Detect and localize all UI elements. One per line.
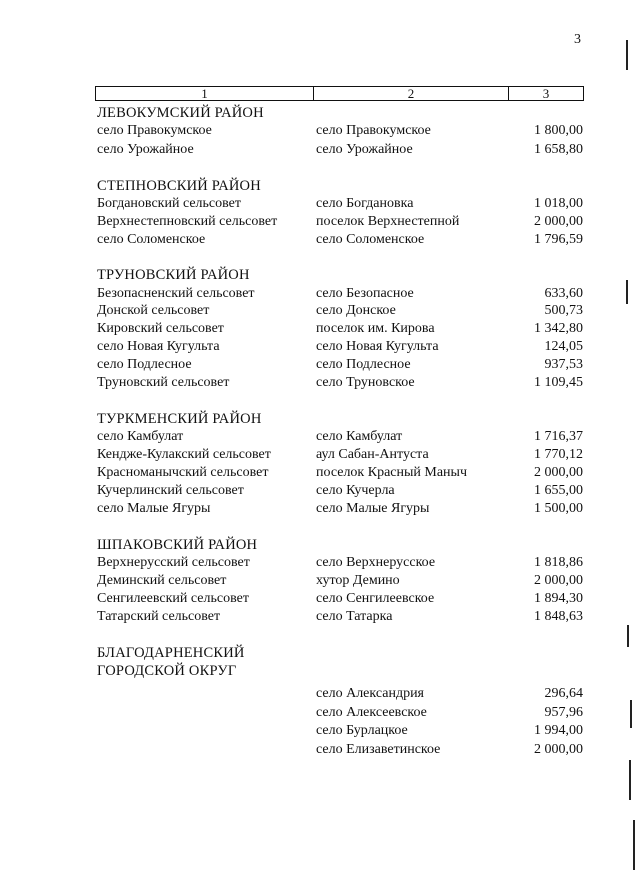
scan-edge-mark [630,700,632,728]
locality-name: поселок Верхнестепной [316,214,460,229]
settlement-name: Кировский сельсовет [97,321,224,336]
table-row [0,572,640,590]
locality-name: село Правокумское [316,123,431,138]
table-row [0,195,640,213]
amount: 2 000,00 [534,742,583,757]
amount: 1 800,00 [534,123,583,138]
column-header-2: 2 [314,87,509,100]
settlement-name: Кучерлинский сельсовет [97,483,244,498]
section-title: БЛАГОДАРНЕНСКИЙ [97,645,245,661]
settlement-name: село Камбулат [97,429,184,444]
settlement-name: Верхнестепновский сельсовет [97,214,278,229]
scan-edge-mark [626,40,628,70]
amount: 1 848,63 [534,609,583,624]
settlement-name: село Правокумское [97,123,212,138]
amount: 2 000,00 [534,465,583,480]
table-row [0,338,640,356]
locality-name: село Донское [316,303,396,318]
locality-name: село Безопасное [316,286,414,301]
amount: 1 109,45 [534,375,583,390]
locality-name: село Татарка [316,609,393,624]
amount: 124,05 [544,339,583,354]
locality-name: село Подлесное [316,357,411,372]
amount: 1 658,80 [534,142,583,157]
amount: 1 796,59 [534,232,583,247]
locality-name: село Богдановка [316,196,414,211]
table-row [0,482,640,500]
locality-name: поселок Красный Маныч [316,465,467,480]
amount: 296,64 [544,686,583,701]
locality-name: село Верхнерусское [316,555,436,570]
settlement-name: село Урожайное [97,142,194,157]
settlement-name: Красноманычский сельсовет [97,465,269,480]
section-title: ТРУНОВСКИЙ РАЙОН [97,267,250,283]
table-row [0,356,640,374]
amount: 1 894,30 [534,591,583,606]
amount: 937,53 [544,357,583,372]
locality-name: село Соломенское [316,232,425,247]
amount: 2 000,00 [534,573,583,588]
amount: 1 818,86 [534,555,583,570]
scan-edge-mark [627,625,629,647]
amount: 1 770,12 [534,447,583,462]
locality-name: село Малые Ягуры [316,501,430,516]
locality-name: село Камбулат [316,429,403,444]
locality-name: хутор Демино [316,573,400,588]
amount: 1 018,00 [534,196,583,211]
locality-name: село Новая Кугульта [316,339,439,354]
section-title: ТУРКМЕНСКИЙ РАЙОН [97,411,262,427]
table-row [0,141,640,159]
table-header [95,86,584,101]
table-row [0,122,640,140]
settlement-name: Труновский сельсовет [97,375,230,390]
table-row [0,213,640,231]
settlement-name: Деминский сельсовет [97,573,227,588]
table-row [0,704,640,722]
amount: 633,60 [544,286,583,301]
locality-name: аул Сабан-Антуста [316,447,429,462]
locality-name: село Бурлацкое [316,723,408,738]
settlement-name: село Соломенское [97,232,206,247]
column-header-3: 3 [542,86,550,101]
settlement-name: Богдановский сельсовет [97,196,241,211]
amount: 957,96 [544,705,583,720]
settlement-name: село Малые Ягуры [97,501,211,516]
locality-name: поселок им. Кирова [316,321,435,336]
locality-name: село Урожайное [316,142,413,157]
table-row [0,685,640,703]
settlement-name: Донской сельсовет [97,303,210,318]
locality-name: село Александрия [316,686,424,701]
scan-edge-mark [629,760,631,800]
locality-name: село Сенгилеевское [316,591,435,606]
amount: 1 342,80 [534,321,583,336]
section-title-continued: ГОРОДСКОЙ ОКРУГ [97,663,237,679]
scan-edge-mark [633,820,635,870]
table-row [0,464,640,482]
table-row [0,320,640,338]
table-row [0,446,640,464]
table-row [0,231,640,249]
locality-name: село Алексеевское [316,705,427,720]
settlement-name: Татарский сельсовет [97,609,221,624]
section-title: СТЕПНОВСКИЙ РАЙОН [97,178,261,194]
table-row [0,500,640,518]
column-header-1: 1 [96,87,314,100]
settlement-name: Кендже-Кулакский сельсовет [97,447,271,462]
scan-edge-mark [626,280,628,304]
section-title: ШПАКОВСКИЙ РАЙОН [97,537,258,553]
table-row [0,590,640,608]
amount: 1 500,00 [534,501,583,516]
page-number: 3 [574,32,581,47]
table-row [0,741,640,759]
settlement-name: село Подлесное [97,357,192,372]
table-row [0,285,640,303]
amount: 1 716,37 [534,429,583,444]
amount: 2 000,00 [534,214,583,229]
settlement-name: Сенгилеевский сельсовет [97,591,249,606]
amount: 500,73 [544,303,583,318]
locality-name: село Кучерла [316,483,395,498]
amount: 1 994,00 [534,723,583,738]
settlement-name: Верхнерусский сельсовет [97,555,250,570]
locality-name: село Труновское [316,375,415,390]
amount: 1 655,00 [534,483,583,498]
section-title: ЛЕВОКУМСКИЙ РАЙОН [97,105,264,121]
table-row [0,302,640,320]
table-row [0,554,640,572]
settlement-name: Безопасненский сельсовет [97,286,255,301]
settlement-name: село Новая Кугульта [97,339,220,354]
table-row [0,428,640,446]
table-row [0,374,640,392]
locality-name: село Елизаветинское [316,742,441,757]
table-row [0,722,640,740]
table-row [0,608,640,626]
